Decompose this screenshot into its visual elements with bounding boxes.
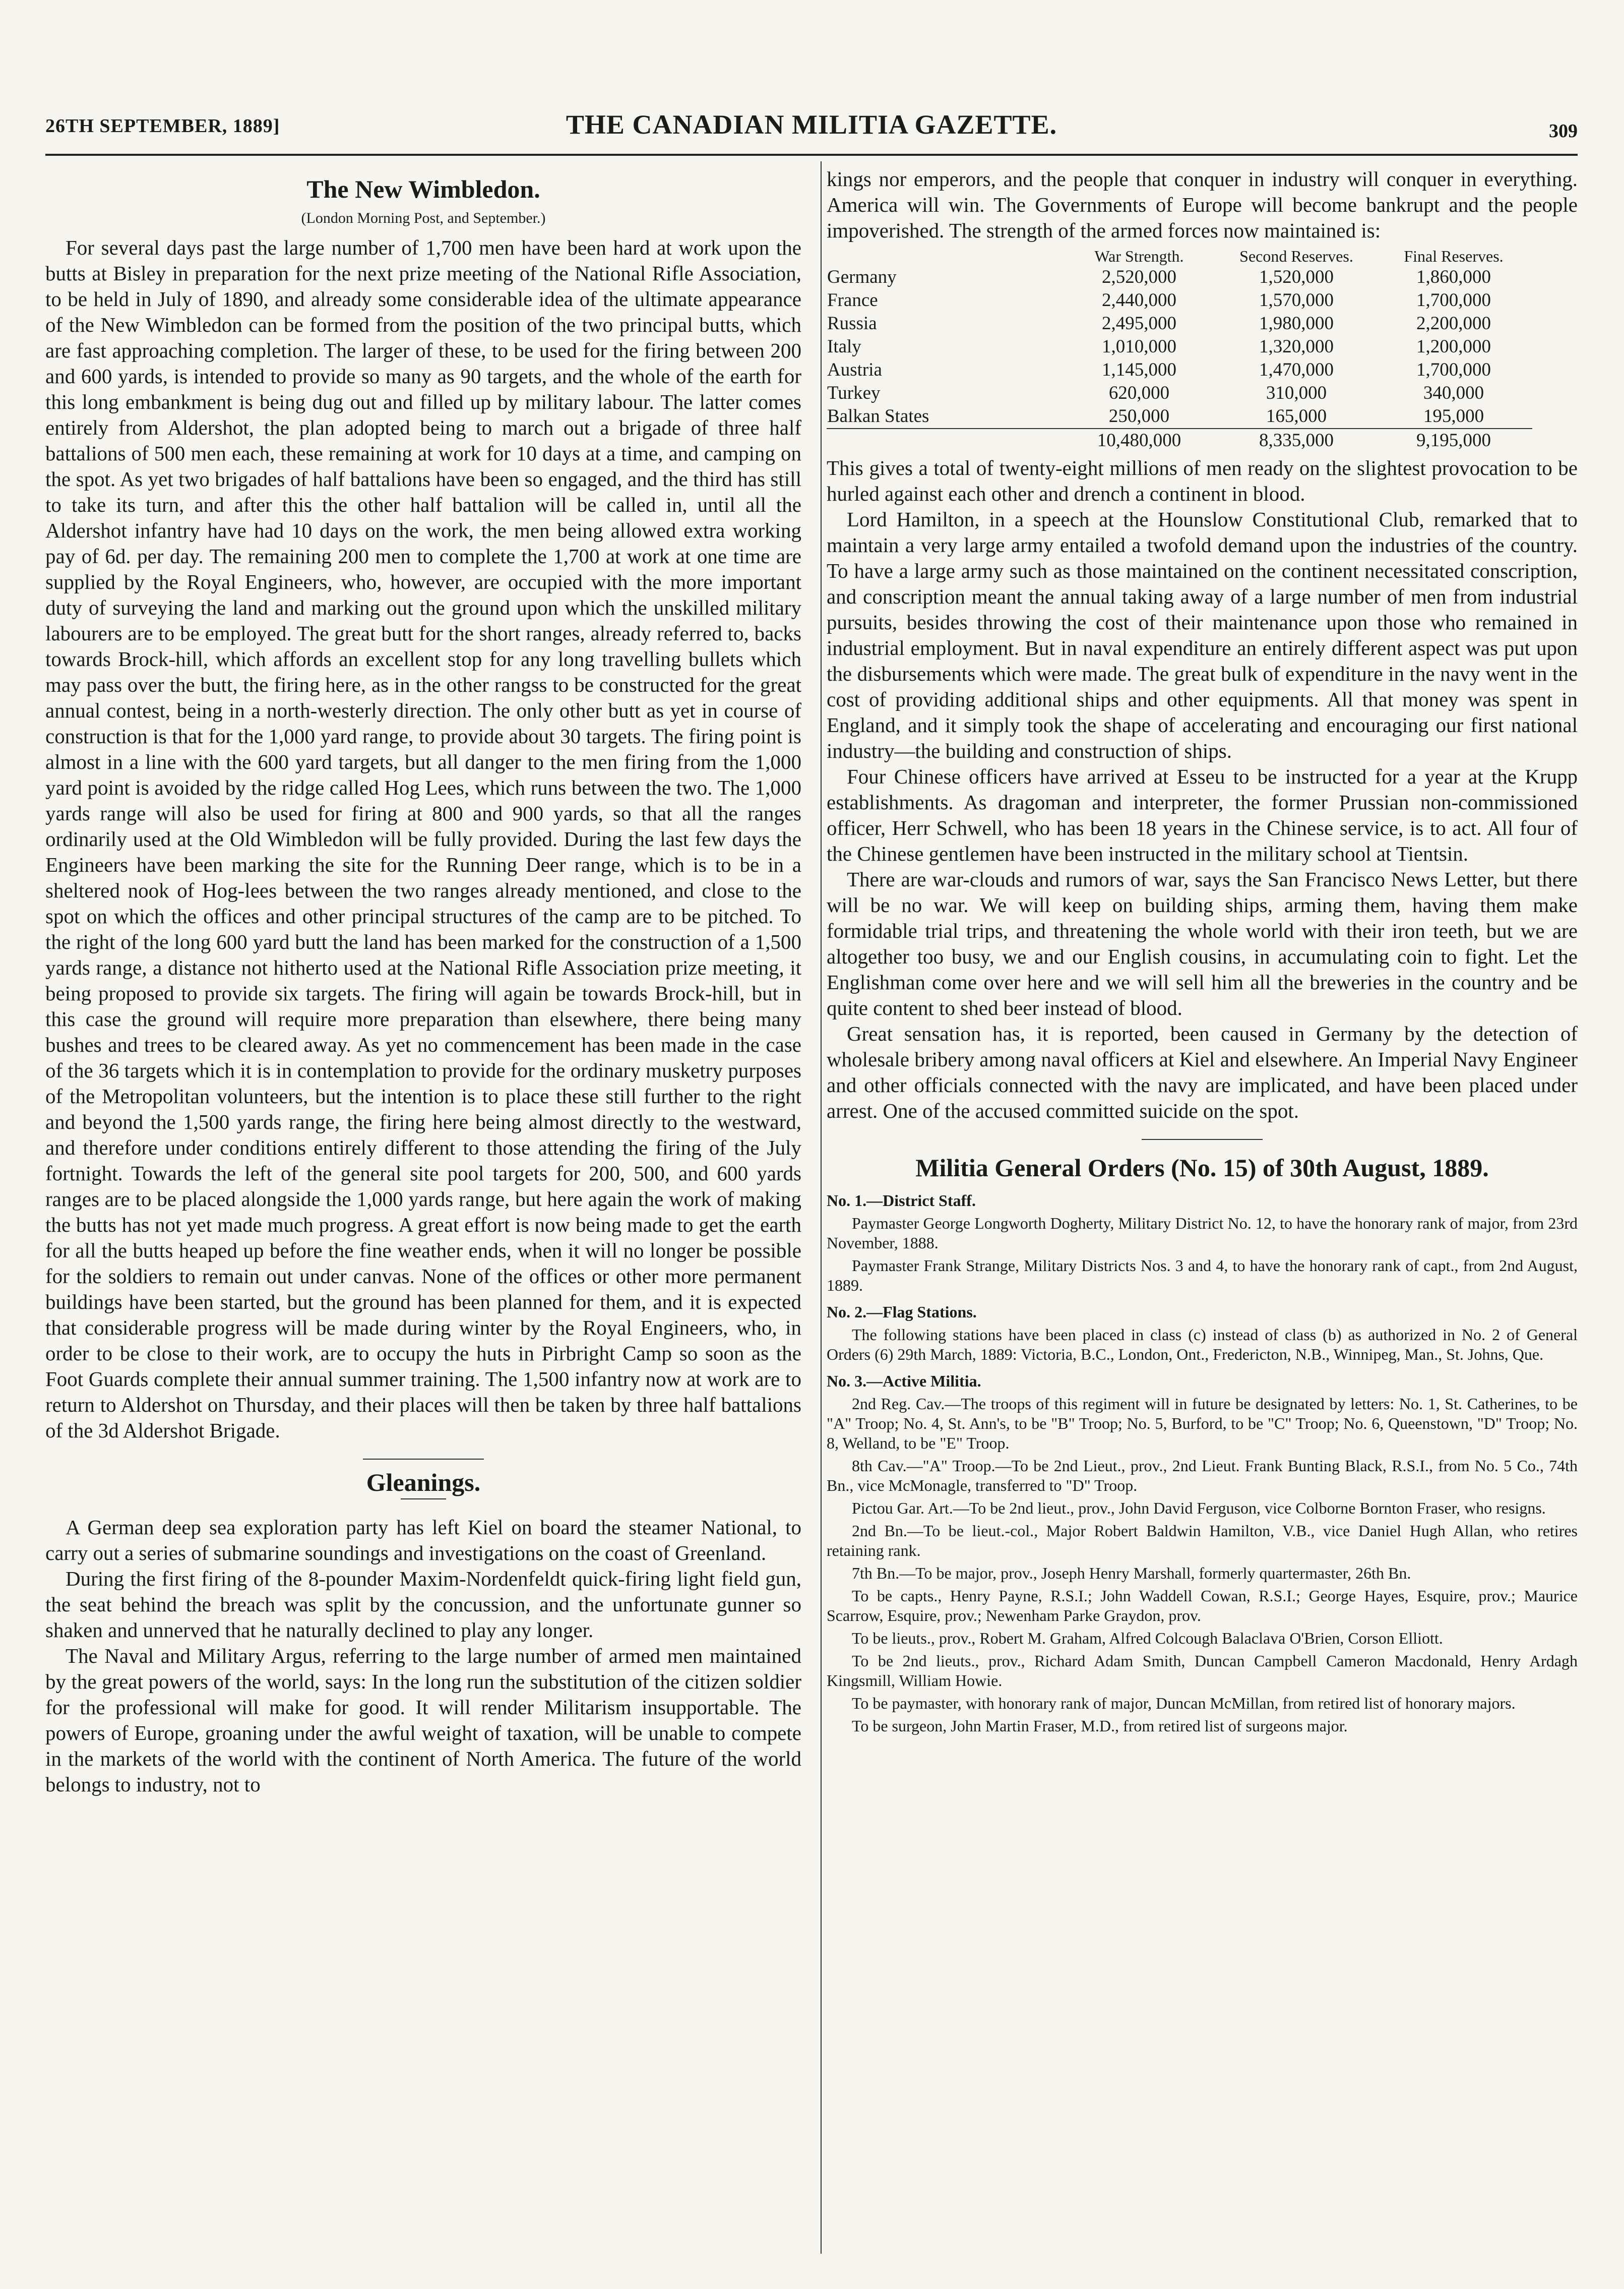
table-cell: 1,980,000: [1259, 313, 1334, 334]
masthead-rule: [45, 154, 1578, 156]
order-item: 2nd Reg. Cav.—The troops of this regiment will in future be designated by letters: No. 1, St. Catherines, to be "A" Troop; No. 4, St. Ann's, to be "B" Troop; No. 5, Burford, to be "C" Troop; No. 6, Queenstown, "D" Troop; No. 8, Welland, to be "E" Troop.: [827, 1395, 1578, 1452]
table-cell: 2,440,000: [1102, 290, 1176, 311]
article-title-wimbledon: The New Wimbledon.: [306, 175, 540, 203]
table-cell: Italy: [827, 336, 861, 357]
table-cell: Balkan States: [827, 406, 929, 427]
table-cell: 620,000: [1108, 383, 1170, 403]
table-cell: 250,000: [1108, 406, 1170, 427]
order-item: Pictou Gar. Art.—To be 2nd lieut., prov., John David Ferguson, vice Colborne Bornton Fraser, who resigns.: [852, 1499, 1546, 1517]
order-item: 8th Cav.—"A" Troop.—To be 2nd Lieut., prov., 2nd Lieut. Frank Bunting Black, R.S.I., from No. 5 Co., 74th Bn., vice McMonagle, transferred to "D" Troop.: [827, 1457, 1578, 1494]
order-item: Paymaster Frank Strange, Military Districts Nos. 3 and 4, to have the honorary rank of capt., from 2nd August, 1889.: [827, 1256, 1578, 1294]
table-cell: 1,520,000: [1259, 267, 1334, 287]
table-cell: 1,860,000: [1416, 267, 1491, 287]
order-item: To be surgeon, John Martin Fraser, M.D., from retired list of surgeons major.: [852, 1717, 1348, 1735]
order-item: To be lieuts., prov., Robert M. Graham, Alfred Colcough Balaclava O'Brien, Corson Elliott.: [852, 1629, 1443, 1647]
order-item: Paymaster George Longworth Dogherty, Military District No. 12, to have the honorary rank of major, from 23rd November, 1888.: [827, 1214, 1578, 1252]
table-cell: 2,200,000: [1416, 313, 1491, 334]
table-cell: 1,700,000: [1416, 359, 1491, 380]
table-cell: 2,495,000: [1102, 313, 1176, 334]
table-row: [827, 266, 1532, 289]
order-item: To be 2nd lieuts., prov., Richard Adam Smith, Duncan Campbell Cameron Macdonald, Henry Ardagh Kingsmill, William Howie.: [827, 1652, 1578, 1690]
table-cell: 1,470,000: [1259, 359, 1334, 380]
table-cell: 1,200,000: [1416, 336, 1491, 357]
article-paragraph: Four Chinese officers have arrived at Esseu to be instructed for a year at the Krupp establishments. As dragoman and interpreter, the former Prussian non-commissioned officer, Herr Schwell, who has been 18 years in the Chinese service, is to act. All four of the Chinese gentlemen have been instructed in the military school at Tientsin.: [827, 765, 1578, 865]
table-header: War Strength.: [1094, 247, 1184, 265]
article-paragraph: For several days past the large number of 1,700 men have been hard at work upon the butts at Bisley in preparation for the next prize meeting of the National Rifle Association, to be held in July of 1890, and already some considerable idea of the ultimate appearance of the New Wimbledon can be formed from the position of the two principal butts, which are fast approaching completion. The larger of these, to be used for the firing between 200 and 600 yards, is intended to provide so many as 90 targets, and the whole of the earth for this long embankment is being dug out and filled up by military labour. The latter comes entirely from Aldershot, the plan adopted being to march out a brigade of three half battalions of 500 men each, these remaining at work for 10 days at a time, and camping on the spot. As yet two brigades of half battalions have been so engaged, and the third has still to take its turn, and after this the other half battalion will be called in, until all the Aldershot infantry have had 10 days on the work, the men being allowed extra working pay of 6d. per day. The remaining 200 men to complete the 1,700 at work at one time are supplied by the Royal Engineers, who, however, are occupied with the more important duty of surveying the land and marking out the ground upon which the unskilled military labourers are to be employed. The great butt for the short ranges, already referred to, backs towards Brock-hill, which affords an excellent stop for any long travelling bullets which may pass over the butt, the firing here, as in the other rangss to be constructed for the great annual contest, being in a north-westerly direction. The only other butt as yet in course of construction is that for the 1,000 yard range, to provide about 30 targets. The firing point is almost in a line with the 600 yard targets, but all danger to the men firing from the 1,000 yard point is avoided by the ridge called Hog Lees, which runs between the two. The 1,000 yards range will also be used for firing at 800 and 900 yards, so that all the ranges ordinarily used at the Old Wimbledon will be fully provided. During the last few days the Engineers have been marking the site for the Running Deer range, which is to be in a sheltered nook of Hog-lees between the two ranges already mentioned, and close to the spot on which the offices and other principal structures of the camp are to be pitched. To the right of the long 600 yard butt the land has been marked for the construction of a 1,500 yards range, a distance not hitherto used at the National Rifle Association prize meeting, it being proposed to provide six targets. The firing will again be towards Brock-hill, but in this case the ground will require more preparation than elsewhere, there being many bushes and trees to be cleared away. As yet no commencement has been made in the case of the 36 targets which it is in contemplation to provide for the ordinary musketry purposes of the Metropolitan volunteers, but the intention is to place these still further to the right and beyond the 1,500 yards range, the firing here being almost directly to the westward, and therefore under conditions entirely different to those attending the firing of the July fortnight. Towards the left of the general site pool targets for 200, 500, and 600 yards ranges are to be placed alongside the 1,000 yards range, but here again the work of making the butts has not yet made much progress. A great effort is now being made to get the earth for all the butts heaped up before the fine weather ends, when it will no longer be possible for the soldiers to remain out under canvas. None of the offices or other more permanent buildings have been started, but the ground has been planned for them, and it is expected that considerable progress will be made during winter by the Royal Engineers, who, in order to be close to their work, are to occupy the huts in Pirbright Camp so soon as the Foot Guards complete their annual summer training. The 1,500 infantry now at work are to return to Aldershot on Thursday, and their places will then be taken by three half battalions of the 3d Aldershot Brigade.: [45, 236, 801, 1442]
table-cell: 1,700,000: [1416, 290, 1491, 311]
table-row: [827, 312, 1532, 335]
table-row: [827, 358, 1532, 382]
table-cell: Turkey: [827, 383, 881, 403]
orders-body: [827, 1191, 1578, 1736]
armed-forces-table: [827, 247, 1532, 452]
order-item: To be capts., Henry Payne, R.S.I.; John Waddell Cowan, R.S.I.; George Hayes, Esquire, prov.; Maurice Scarrow, Esquire, prov.; Newenham Parke Graydon, prov.: [827, 1587, 1578, 1624]
table-row: [827, 382, 1532, 405]
table-header: Final Reserves.: [1404, 247, 1504, 265]
article-paragraph: This gives a total of twenty-eight millions of men ready on the slightest provocation to be hurled against each other and drench a continent in blood.: [827, 456, 1578, 505]
issue-date: 26TH SEPTEMBER, 1889]: [45, 115, 280, 137]
table-header: [827, 247, 1060, 266]
article-title-gleanings: Gleanings.: [366, 1468, 481, 1496]
article-paragraph: Lord Hamilton, in a speech at the Hounslow Constitutional Club, remarked that to maintain a very large army entailed a twofold demand upon the industries of the country. To have a large army such as those maintained on the continent necessitated conscription, and conscription meant the annual taking away of a large number of men from industrial pursuits, besides throwing the cost of their maintenance upon those who remained in industrial employment. But in naval expenditure an entirely different aspect was put upon the disbursements which were made. The great bulk of expenditure in the navy went in the cost of providing additional ships and other equipments. All that money was spent in England, and it simply took the shape of accelerating and encouraging our first national industry—the building and construction of ships.: [827, 508, 1578, 762]
article-paragraph: A German deep sea exploration party has left Kiel on board the steamer National, to carry out a series of submarine soundings and investigations on the coast of Greenland.: [45, 1516, 801, 1564]
order-item: The following stations have been placed in class (c) instead of class (b) as authorized in No. 2 of General Orders (6) 29th March, 1889: Victoria, B.C., London, Ont., Fredericton, N.B., Winnipeg, Man., St. Johns, Que.: [827, 1326, 1578, 1363]
section-divider: [401, 1498, 446, 1499]
table-cell: 340,000: [1423, 383, 1484, 403]
article-paragraph: The Naval and Military Argus, referring to the large number of armed men maintained by the great powers of the world, says: In the long run the substitution of the citizen soldier for the professional will make for good. It will render Militarism insupportable. The powers of Europe, groaning under the awful weight of taxation, will be unable to compete in the markets of the world with the continent of North America. The future of the world belongs to industry, not to: [45, 1644, 801, 1796]
table-cell: Germany: [827, 267, 897, 287]
table-cell: France: [827, 290, 878, 311]
left-column: [45, 166, 801, 1797]
order-section-heading: No. 3.—Active Militia.: [827, 1372, 981, 1390]
section-divider: [1142, 1139, 1263, 1140]
order-item: To be paymaster, with honorary rank of major, Duncan McMillan, from retired list of honorary majors.: [852, 1694, 1516, 1712]
column-rule: [821, 161, 822, 2254]
table-total-row: [827, 429, 1532, 452]
table-cell: Austria: [827, 359, 882, 380]
masthead: [45, 106, 1578, 151]
order-section-heading: No. 2.—Flag Stations.: [827, 1303, 977, 1321]
order-item: 2nd Bn.—To be lieut.-col., Major Robert Baldwin Hamilton, V.B., vice Daniel Hugh Allan, who retires retaining rank.: [827, 1522, 1578, 1559]
table-header-row: [827, 247, 1532, 266]
article-paragraph: During the first firing of the 8-pounder Maxim-Nordenfeldt quick-firing light field gun, the seat behind the breach was split by the concussion, and the unfortunate gunner so shaken and unnerved that he naturally declined to play any longer.: [45, 1567, 801, 1642]
newspaper-title: THE CANADIAN MILITIA GAZETTE.: [566, 109, 1057, 140]
article-paragraph: kings nor emperors, and the people that conquer in industry will conquer in everything. America will win. The Governments of Europe will become bankrupt and the people impoverished. The strength of the armed forces now maintained is:: [827, 167, 1578, 242]
table-cell: [827, 429, 1060, 452]
table-cell: 10,480,000: [1060, 429, 1218, 452]
article-paragraph: There are war-clouds and rumors of war, says the San Francisco News Letter, but there will be no war. We will keep on building ships, arming them, having them make formidable trial trips, and threatening the whole world with their iron teeth, but we are altogether too busy, we and our English cousins, in accumulating coin to fight. Let the Englishman come over here and we will sell him all the breweries in the country and be quite content to shed beer instead of blood.: [827, 868, 1578, 1019]
table-row: [827, 405, 1532, 429]
table-cell: 1,145,000: [1102, 359, 1176, 380]
order-item: 7th Bn.—To be major, prov., Joseph Henry Marshall, formerly quartermaster, 26th Bn.: [852, 1564, 1411, 1582]
table-cell: 1,570,000: [1259, 290, 1334, 311]
table-cell: Russia: [827, 313, 877, 334]
right-column: [827, 166, 1578, 1739]
table-cell: 2,520,000: [1102, 267, 1176, 287]
table-cell: 1,010,000: [1102, 336, 1176, 357]
table-cell: 1,320,000: [1259, 336, 1334, 357]
table-cell: 310,000: [1266, 383, 1327, 403]
table-header: Second Reserves.: [1239, 247, 1353, 265]
table-row: [827, 289, 1532, 312]
table-cell: 165,000: [1266, 406, 1327, 427]
order-section-heading: No. 1.—District Staff.: [827, 1191, 976, 1210]
table-cell: 195,000: [1423, 406, 1484, 427]
article-source: (London Morning Post, and September.): [301, 210, 546, 226]
page-number: 309: [1549, 121, 1578, 142]
table-row: [827, 335, 1532, 358]
article-paragraph: Great sensation has, it is reported, been caused in Germany by the detection of wholesale bribery among naval officers at Kiel and elsewhere. An Imperial Navy Engineer and other officials connected with the navy are implicated, and have been placed under arrest. One of the accused committed suicide on the spot.: [827, 1022, 1578, 1122]
section-divider: [363, 1459, 484, 1460]
table-cell: 8,335,000: [1218, 429, 1375, 452]
article-title-orders: Militia General Orders (No. 15) of 30th August, 1889.: [915, 1154, 1489, 1182]
table-cell: 9,195,000: [1375, 429, 1532, 452]
